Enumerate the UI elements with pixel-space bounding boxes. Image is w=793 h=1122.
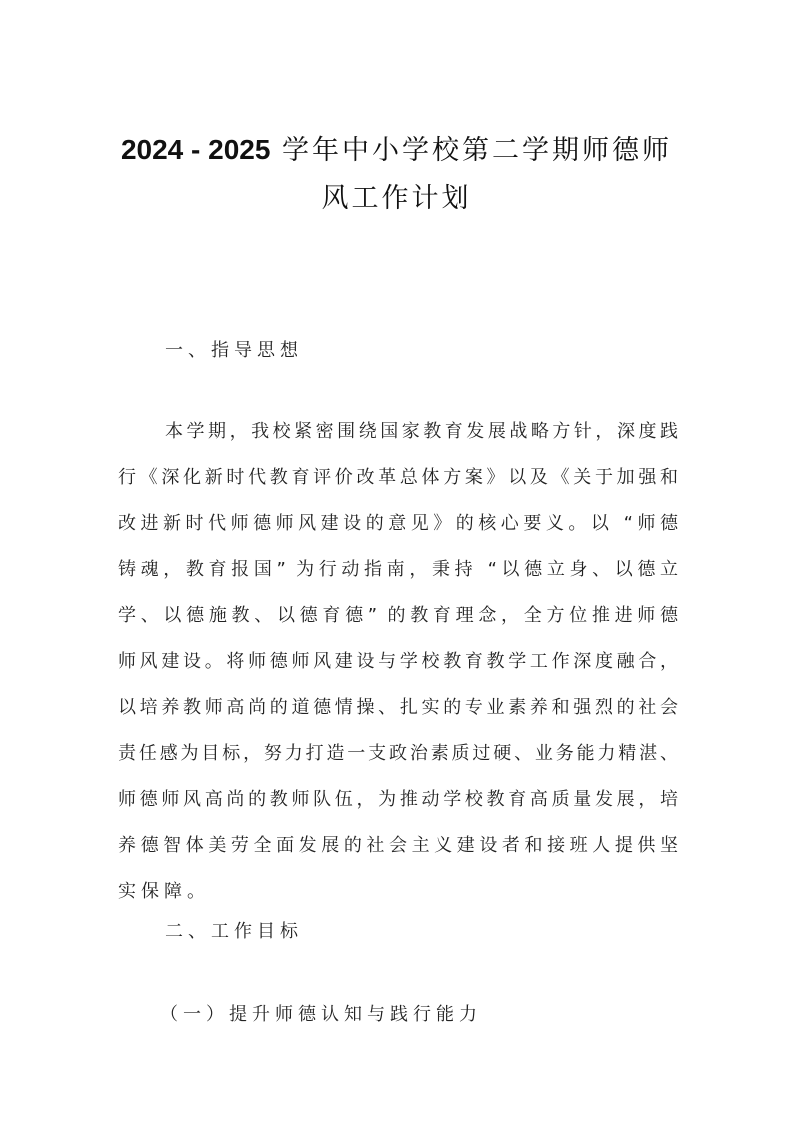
paragraph-line: 养德智体美劳全面发展的社会主义建设者和接班人提供坚 — [118, 835, 678, 856]
paragraph-line: 师德师风高尚的教师队伍，为推动学校教育高质量发展，培 — [118, 789, 678, 810]
document-title-line-1 — [0, 128, 793, 167]
paragraph-line: 实保障。 — [118, 881, 210, 902]
title-text: 学年中小学校第二学期师德师 — [270, 135, 673, 166]
paragraph-line: 行《深化新时代教育评价改革总体方案》以及《关于加强和 — [118, 467, 678, 488]
paragraph-line: 改进新时代师德师风建设的意见》的核心要义。以 “师德 — [118, 513, 678, 534]
paragraph-line: 以培养教师高尚的道德情操、扎实的专业素养和强烈的社会 — [118, 697, 678, 718]
subsection-heading: （一）提升师德认知与践行能力 — [160, 1004, 482, 1025]
paragraph-line: 责任感为目标，努力打造一支政治素质过硬、业务能力精湛、 — [118, 743, 678, 764]
paragraph-line: 师风建设。将师德师风建设与学校教育教学工作深度融合， — [118, 651, 678, 672]
document-title-line-2: 风工作计划 — [321, 183, 472, 214]
paragraph-line: 本学期，我校紧密围绕国家教育发展战略方针，深度践 — [165, 421, 678, 442]
title-year-range: 2024 - 2025 — [120, 134, 271, 165]
paragraph-line: 铸魂，教育报国” 为行动指南，秉持 “以德立身、以德立 — [118, 559, 678, 580]
paragraph-line: 学、以德施教、以德育德” 的教育理念，全方位推进师德 — [118, 605, 678, 626]
section-heading-guiding-ideology: 一、指导思想 — [165, 340, 303, 361]
section-heading-work-goals: 二、工作目标 — [165, 921, 303, 942]
